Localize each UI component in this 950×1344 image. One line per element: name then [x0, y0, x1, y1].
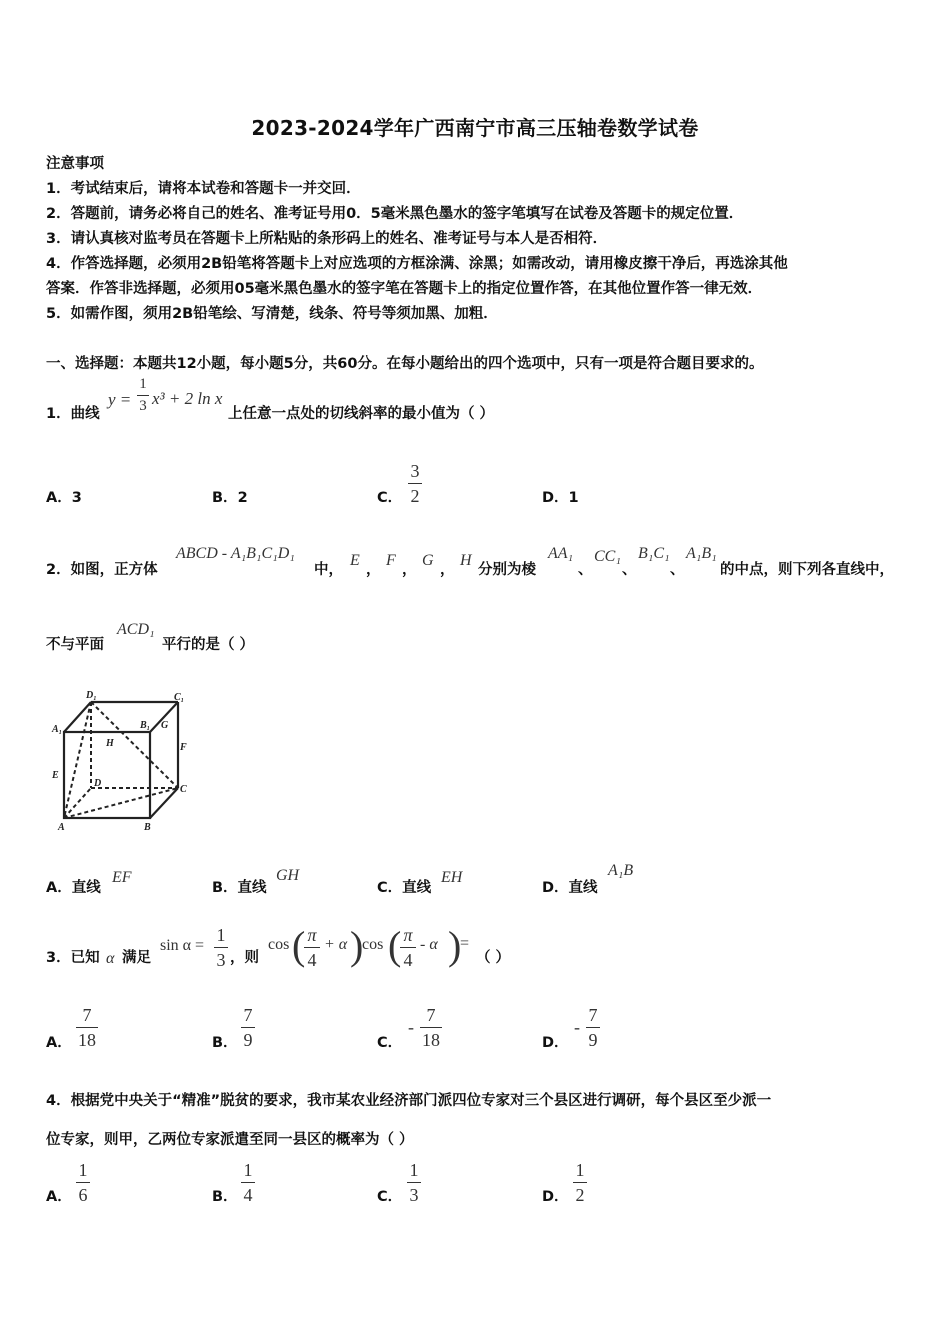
notice-item-4: 4．作答选择题，必须用2B铅笔将答题卡上对应选项的方框涂满、涂黑；如需改动，请用橡皮擦干净后，再选涂其他	[46, 256, 788, 272]
q2-edge-aa1: AA₁	[548, 545, 574, 562]
fig-label-h: H	[106, 738, 114, 749]
q3-pi-fraction-2: π 4	[400, 926, 416, 969]
q3-mid: 满足	[122, 950, 151, 966]
q2-option-b-value: GH	[276, 867, 300, 884]
q3-eq: =	[460, 935, 470, 952]
q2-point-g: G	[422, 552, 434, 569]
q2-line2-prefix: 不与平面	[46, 637, 104, 653]
q2-edge-b1c1: B₁C₁	[638, 545, 670, 562]
q1-fraction-den: 3	[139, 398, 147, 414]
q3-cos1: cos	[268, 936, 290, 953]
notice-item-3: 3．请认真核对监考员在答题卡上所粘贴的条形码上的姓名、准考证号与本人是否相符．	[46, 231, 608, 247]
q2-point-h: H	[460, 552, 472, 569]
fig-label-e: E	[52, 770, 59, 781]
q3-option-d-sign: -	[574, 1017, 580, 1037]
q3-option-a-fraction: 7 18	[78, 1005, 96, 1050]
q1-option-c[interactable]: C．	[377, 490, 403, 506]
q1-option-c-fraction: 3 2	[408, 462, 422, 505]
fig-label-a: A	[58, 822, 65, 833]
q3-prefix: 3．已知	[46, 950, 100, 966]
q1-formula-fraction	[137, 377, 149, 414]
q1-formula-rest: x³ + 2 ln x	[152, 389, 223, 408]
q2-prefix: 2．如图，正方体	[46, 562, 158, 578]
q1-option-a[interactable]: A．3	[46, 490, 82, 506]
notice-heading: 注意事项	[46, 156, 104, 172]
q3-option-c-sign: -	[408, 1017, 414, 1037]
q4-option-b[interactable]: B．	[212, 1189, 238, 1205]
q3-minus-alpha: - α	[420, 936, 438, 953]
q2-option-c-value: EH	[441, 869, 463, 886]
q4-option-c-fraction: 1 3	[407, 1161, 421, 1204]
q3-option-a[interactable]: A．	[46, 1035, 72, 1051]
fig-label-c1: C₁	[174, 692, 185, 703]
q3-suffix: （ ）	[476, 950, 511, 966]
q4-line1: 4．根据党中央关于“精准”脱贫的要求，我市某农业经济部门派四位专家对三个县区进行调研，每个县区至少派一	[46, 1093, 772, 1109]
q3-option-b-fraction: 7 9	[241, 1006, 255, 1049]
q1-suffix: 上任意一点处的切线斜率的最小值为（ ）	[228, 406, 495, 422]
q2-cube: ABCD - A₁B₁C₁D₁	[176, 545, 295, 562]
q1-fraction-num: 1	[139, 376, 147, 392]
q3-pi-fraction-1: π 4	[304, 926, 320, 969]
fig-label-a1: A₁	[52, 724, 63, 735]
q1-formula-y: y =	[108, 390, 132, 409]
q3-option-d-fraction: 7 9	[586, 1006, 600, 1049]
q2-plane: ACD₁	[117, 621, 155, 638]
notice-item-4-cont: 答案．作答非选择题，必须用05毫米黑色墨水的签字笔在答题卡上的指定位置作答，在其他位置作答一律无效．	[46, 281, 763, 297]
cube-figure	[46, 686, 196, 836]
q2-edge-a1b1: A₁B₁	[686, 545, 717, 562]
notice-item-2: 2．答题前，请务必将自己的姓名、准考证号用0．5毫米黑色墨水的签字笔填写在试卷及答题卡的规定位置．	[46, 206, 744, 222]
q2-option-b[interactable]: B．直线	[212, 880, 267, 896]
page-title: 2023-2024学年广西南宁市高三压轴卷数学试卷	[251, 116, 699, 140]
fig-label-b1: B₁	[140, 720, 151, 731]
section-heading: 一、选择题：本题共12小题，每小题5分，共60分。在每小题给出的四个选项中，只有一项是符合题目要求的。	[46, 356, 764, 372]
q1-prefix: 1．曲线	[46, 406, 100, 422]
q2-edge-cc1: CC₁	[594, 548, 621, 565]
q4-option-a-fraction: 1 6	[76, 1161, 90, 1204]
fig-label-c: C	[180, 784, 187, 795]
notice-item-1: 1．考试结束后，请将本试卷和答题卡一并交回．	[46, 181, 361, 197]
q4-option-a[interactable]: A．	[46, 1189, 72, 1205]
q2-option-d-value: A₁B	[608, 862, 634, 879]
q2-line2-suffix: 平行的是（ ）	[162, 637, 255, 653]
q3-alpha: α	[106, 950, 115, 967]
q3-option-b[interactable]: B．	[212, 1035, 238, 1051]
q2-mid1: 中，	[314, 562, 343, 578]
q3-sin: sin α =	[160, 937, 205, 954]
q2-mid2: 分别为棱	[478, 562, 536, 578]
q1-option-b[interactable]: B．2	[212, 490, 248, 506]
q3-sin-fraction: 1 3	[214, 926, 228, 969]
q1-option-d[interactable]: D．1	[542, 490, 579, 506]
fig-label-f: F	[180, 742, 187, 753]
q2-option-d[interactable]: D．直线	[542, 880, 598, 896]
fig-label-d: D	[94, 778, 102, 789]
q3-plus-alpha: + α	[324, 936, 348, 953]
q2-option-c[interactable]: C．直线	[377, 880, 432, 896]
notice-item-5: 5．如需作图，须用2B铅笔绘、写清楚，线条、符号等须加黑、加粗．	[46, 306, 498, 322]
q4-line2: 位专家，则甲，乙两位专家派遣至同一县区的概率为（ ）	[46, 1132, 414, 1148]
q3-option-c[interactable]: C．	[377, 1035, 403, 1051]
q4-option-d-fraction: 1 2	[573, 1161, 587, 1204]
fig-label-g: G	[161, 720, 169, 731]
fig-label-d1: D₁	[86, 690, 97, 701]
q2-point-e: E	[350, 552, 360, 569]
fig-label-b: B	[144, 822, 151, 833]
q2-option-a[interactable]: A．直线	[46, 880, 101, 896]
q4-option-c[interactable]: C．	[377, 1189, 403, 1205]
q3-option-c-fraction: 7 18	[422, 1005, 440, 1050]
q4-option-b-fraction: 1 4	[241, 1161, 255, 1204]
q3-then: ，则	[230, 950, 259, 966]
q3-cos2: cos	[362, 936, 384, 953]
q4-option-d[interactable]: D．	[542, 1189, 569, 1205]
q2-suffix: 的中点，则下列各直线中，	[720, 562, 894, 578]
q2-option-a-value: EF	[112, 869, 132, 886]
q3-option-d[interactable]: D．	[542, 1035, 569, 1051]
q2-point-f: F	[386, 552, 396, 569]
